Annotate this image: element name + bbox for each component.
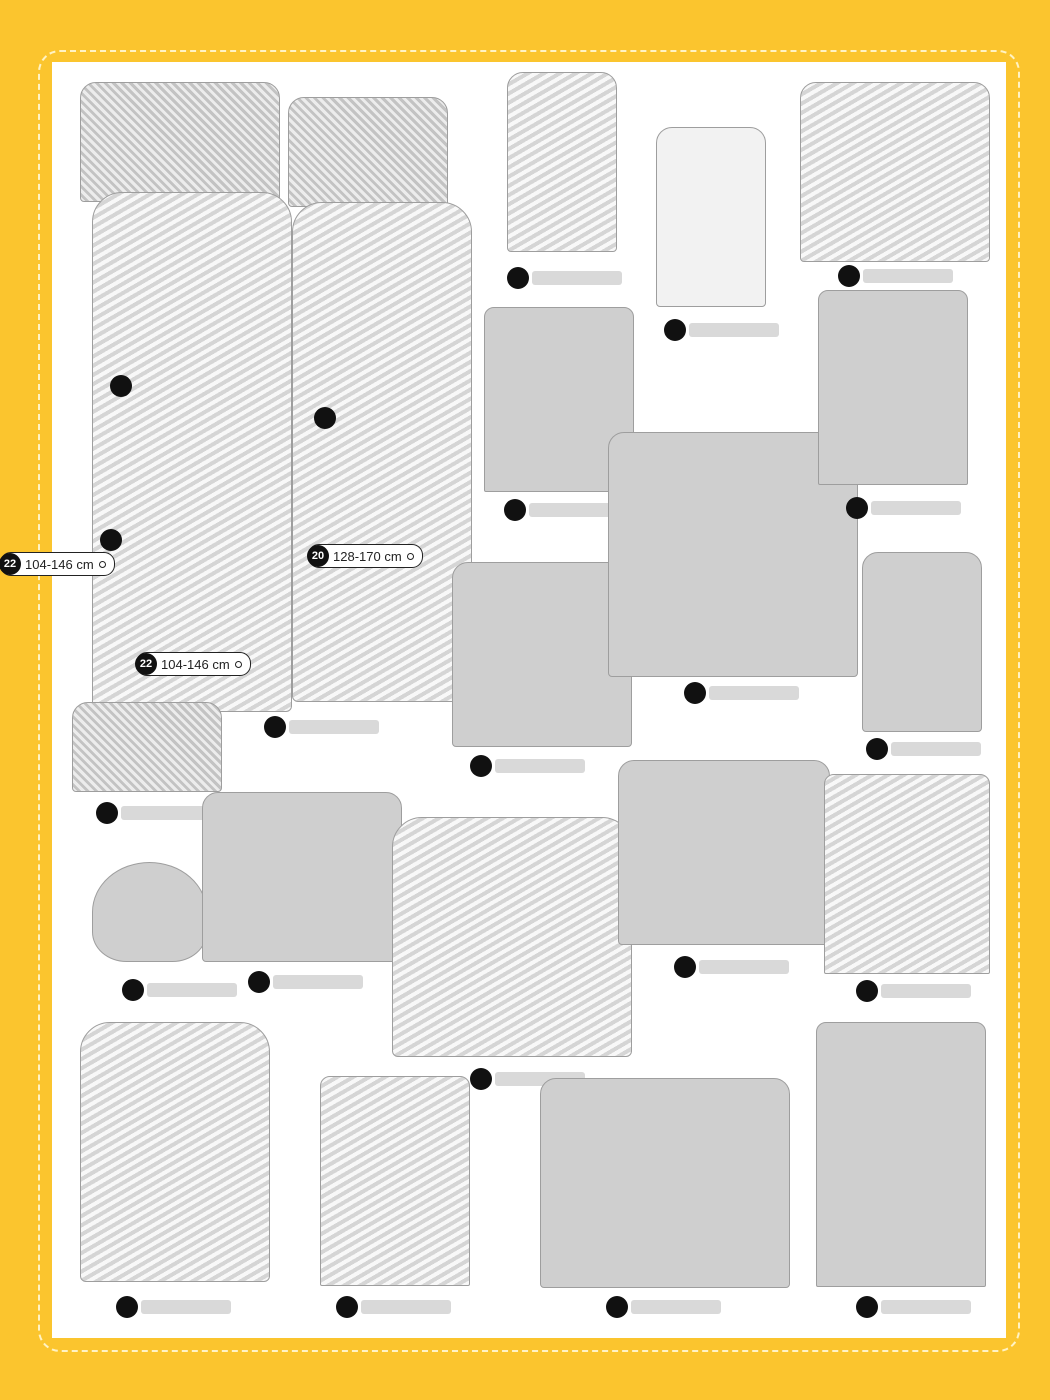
label-placeholder — [871, 501, 961, 515]
label-placeholder — [361, 1300, 451, 1314]
item-number-dot — [504, 499, 526, 521]
item-number-dot — [264, 716, 286, 738]
label-placeholder — [863, 269, 953, 283]
item-number-dot — [96, 802, 118, 824]
item-number-dot — [110, 375, 132, 397]
item-number-dot — [470, 1068, 492, 1090]
garment-button-shirt[interactable] — [452, 562, 632, 747]
ring-icon — [235, 661, 242, 668]
item-number-dot — [846, 497, 868, 519]
ring-icon — [407, 553, 414, 560]
item-label — [846, 497, 961, 519]
item-number-dot — [664, 319, 686, 341]
label-placeholder — [273, 975, 363, 989]
item-number-dot — [470, 755, 492, 777]
item-label — [838, 265, 953, 287]
item-label — [110, 375, 132, 397]
garment-jacket[interactable] — [540, 1078, 790, 1288]
item-label — [470, 755, 585, 777]
item-label — [264, 716, 379, 738]
size-number-dot: 22 — [135, 653, 157, 675]
label-placeholder — [289, 720, 379, 734]
item-label — [96, 802, 211, 824]
garment-sun-hat[interactable] — [92, 862, 207, 962]
label-placeholder — [699, 960, 789, 974]
item-label — [100, 529, 122, 551]
garment-print-dress[interactable] — [392, 817, 632, 1057]
garment-long-dress[interactable] — [292, 202, 472, 702]
label-placeholder — [141, 1300, 231, 1314]
item-number-dot — [314, 407, 336, 429]
size-tag — [0, 552, 115, 576]
item-label — [504, 499, 619, 521]
label-placeholder — [881, 1300, 971, 1314]
garment-print-trousers[interactable] — [320, 1076, 470, 1286]
item-label — [684, 682, 799, 704]
item-number-dot — [674, 956, 696, 978]
size-number-dot: 22 — [0, 553, 21, 575]
item-number-dot — [838, 265, 860, 287]
label-placeholder — [529, 503, 619, 517]
garment-tank-pocket[interactable] — [656, 127, 766, 307]
item-label — [122, 979, 237, 1001]
ring-icon — [99, 561, 106, 568]
item-number-dot — [684, 682, 706, 704]
item-label — [248, 971, 363, 993]
label-placeholder — [532, 271, 622, 285]
item-number-dot — [866, 738, 888, 760]
label-placeholder — [495, 759, 585, 773]
item-label — [866, 738, 981, 760]
item-label — [116, 1296, 231, 1318]
garment-tank-top[interactable] — [507, 72, 617, 252]
garment-print-pants[interactable] — [824, 774, 990, 974]
label-placeholder — [147, 983, 237, 997]
label-placeholder — [881, 984, 971, 998]
size-tag — [136, 652, 251, 676]
item-number-dot — [116, 1296, 138, 1318]
garment-tee-right[interactable] — [800, 82, 990, 262]
catalog-page — [3, 62, 1006, 1338]
item-number-dot — [100, 529, 122, 551]
item-label — [856, 980, 971, 1002]
item-number-dot — [336, 1296, 358, 1318]
item-number-dot — [507, 267, 529, 289]
item-label — [606, 1296, 721, 1318]
garment-long-trousers[interactable] — [816, 1022, 986, 1287]
item-number-dot — [248, 971, 270, 993]
item-label — [674, 956, 789, 978]
garment-dress-left[interactable] — [92, 192, 292, 712]
size-range: 104-146 cm — [25, 556, 94, 572]
item-label — [314, 407, 336, 429]
garment-blouse[interactable] — [202, 792, 402, 962]
garment-camp-shirt[interactable] — [618, 760, 830, 945]
label-placeholder — [121, 806, 211, 820]
item-label — [856, 1296, 971, 1318]
label-placeholder — [891, 742, 981, 756]
garment-tank-right[interactable] — [862, 552, 982, 732]
garment-shirt-top-left[interactable] — [80, 82, 280, 202]
garment-top-second[interactable] — [288, 97, 448, 207]
item-number-dot — [606, 1296, 628, 1318]
item-label — [507, 267, 622, 289]
garment-pants-right[interactable] — [818, 290, 968, 485]
item-number-dot — [856, 980, 878, 1002]
label-placeholder — [709, 686, 799, 700]
size-number-dot: 20 — [307, 545, 329, 567]
garment-smock-dress[interactable] — [80, 1022, 270, 1282]
size-tag — [308, 544, 423, 568]
item-label — [664, 319, 779, 341]
garment-shorts-left[interactable] — [72, 702, 222, 792]
label-placeholder — [631, 1300, 721, 1314]
item-number-dot — [856, 1296, 878, 1318]
size-range: 104-146 cm — [161, 656, 230, 672]
item-number-dot — [122, 979, 144, 1001]
item-label — [336, 1296, 451, 1318]
label-placeholder — [689, 323, 779, 337]
size-range: 128-170 cm — [333, 548, 402, 564]
